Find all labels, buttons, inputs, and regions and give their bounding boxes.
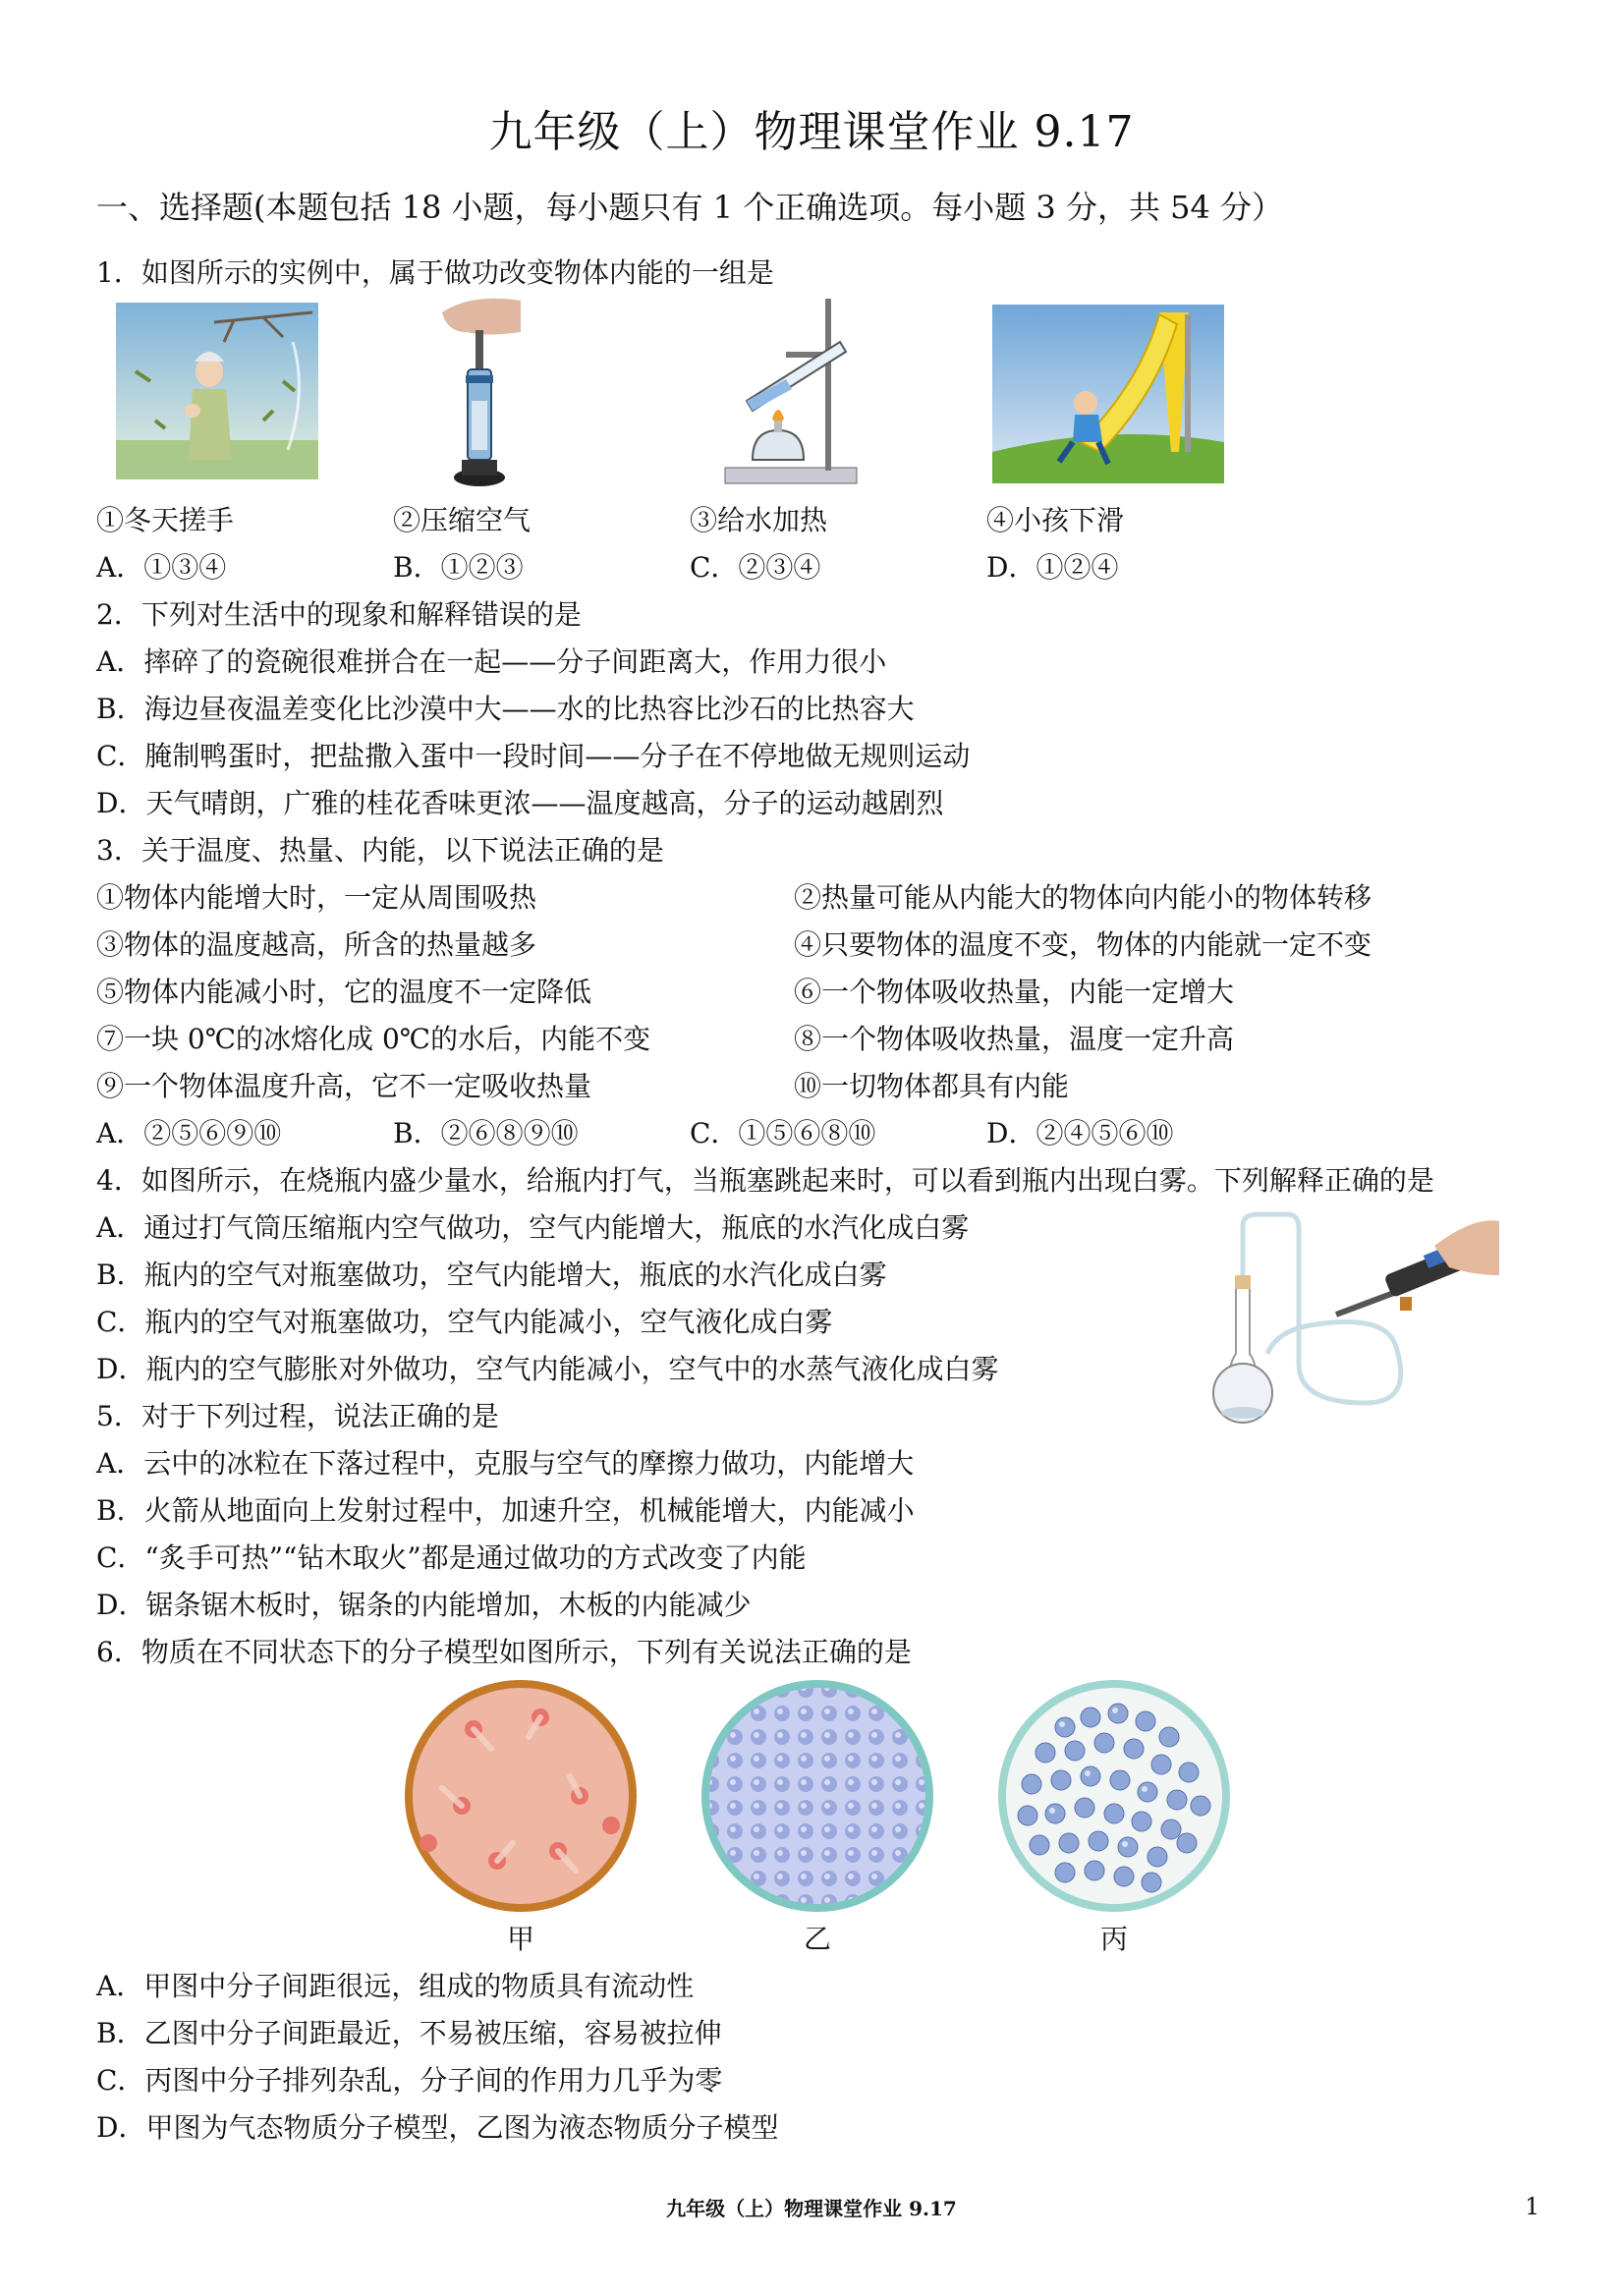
q2-option-d: D．天气晴朗，广雅的桂花香味更浓——温度越高，分子的运动越剧烈 (96, 787, 944, 819)
q1-caption-2: ②压缩空气 (393, 504, 532, 536)
q4-option-c: C．瓶内的空气对瓶塞做功，空气内能减小，空气液化成白雾 (96, 1306, 833, 1338)
q6-caption-yi: 乙 (803, 1923, 831, 1955)
page-title: 九年级（上）物理课堂作业 9.17 (488, 107, 1135, 157)
q1-option-c: C．②③④ (690, 551, 821, 584)
q1-figure-child-sliding (992, 305, 1224, 483)
page-footer: 九年级（上）物理课堂作业 9.17 (666, 2197, 957, 2220)
q5-option-c: C．“炙手可热”“钻木取火”都是通过做功的方式改变了内能 (96, 1541, 807, 1574)
q3-item-9: ⑨一个物体温度升高，它不一定吸收热量 (96, 1070, 592, 1102)
q4-option-d: D．瓶内的空气膨胀对外做功，空气内能减小，空气中的水蒸气液化成白雾 (96, 1353, 999, 1385)
q3-option-a: A．②⑤⑥⑨⑩ (96, 1117, 282, 1149)
q2-option-b: B．海边昼夜温差变化比沙漠中大——水的比热容比沙石的比热容大 (96, 693, 915, 725)
q4-option-a: A．通过打气筒压缩瓶内空气做功，空气内能增大，瓶底的水汽化成白雾 (96, 1211, 970, 1244)
q4-stem: 4．如图所示，在烧瓶内盛少量水，给瓶内打气，当瓶塞跳起来时，可以看到瓶内出现白雾。下列解释正确的是 (96, 1164, 1434, 1197)
q3-item-6: ⑥一个物体吸收热量，内能一定增大 (794, 976, 1235, 1008)
q6-option-b: B．乙图中分子间距最近，不易被压缩，容易被拉伸 (96, 2017, 722, 2049)
q4-option-b: B．瓶内的空气对瓶塞做功，空气内能增大，瓶底的水汽化成白雾 (96, 1259, 887, 1291)
q3-item-2: ②热量可能从内能大的物体向内能小的物体转移 (794, 881, 1372, 914)
q5-option-a: A．云中的冰粒在下落过程中，克服与空气的摩擦力做功，内能增大 (96, 1447, 915, 1480)
q1-caption-4: ④小孩下滑 (986, 504, 1125, 536)
q6-caption-bing: 丙 (1099, 1923, 1128, 1955)
q1-figure-compress-air (432, 293, 531, 489)
q1-figure-heating-water (717, 293, 865, 489)
q1-caption-1: ①冬天搓手 (96, 504, 235, 536)
q2-option-c: C．腌制鸭蛋时，把盐撒入蛋中一段时间——分子在不停地做无规则运动 (96, 740, 971, 772)
q3-item-10: ⑩一切物体都具有内能 (794, 1070, 1070, 1102)
q2-stem: 2．下列对生活中的现象和解释错误的是 (96, 598, 582, 631)
q1-option-a: A．①③④ (96, 551, 227, 584)
q4-figure-flask-pump (1189, 1206, 1499, 1438)
q1-option-b: B．①②③ (393, 551, 524, 584)
q6-figure-liquid-model (996, 1678, 1232, 1914)
q5-stem: 5．对于下列过程，说法正确的是 (96, 1400, 499, 1432)
q1-caption-3: ③给水加热 (690, 504, 828, 536)
q6-caption-jia: 甲 (506, 1923, 534, 1955)
q6-option-c: C．丙图中分子排列杂乱，分子间的作用力几乎为零 (96, 2064, 723, 2097)
q3-option-d: D．②④⑤⑥⑩ (986, 1117, 1174, 1149)
q5-option-b: B．火箭从地面向上发射过程中，加速升空，机械能增大，内能减小 (96, 1494, 915, 1527)
q6-figure-gas-model (403, 1678, 639, 1914)
q6-figure-solid-model (700, 1678, 935, 1914)
q3-stem: 3．关于温度、热量、内能，以下说法正确的是 (96, 834, 664, 867)
q3-option-b: B．②⑥⑧⑨⑩ (393, 1117, 579, 1149)
q3-item-7: ⑦一块 0℃的冰熔化成 0℃的水后，内能不变 (96, 1023, 651, 1055)
q3-item-4: ④只要物体的温度不变，物体的内能就一定不变 (794, 928, 1372, 961)
q3-item-8: ⑧一个物体吸收热量，温度一定升高 (794, 1023, 1235, 1055)
q6-stem: 6．物质在不同状态下的分子模型如图所示，下列有关说法正确的是 (96, 1636, 912, 1668)
q1-option-d: D．①②④ (986, 551, 1119, 584)
q5-option-d: D．锯条锯木板时，锯条的内能增加，木板的内能减少 (96, 1589, 752, 1621)
q6-option-d: D．甲图为气态物质分子模型，乙图为液态物质分子模型 (96, 2111, 779, 2144)
section-heading: 一、选择题(本题包括 18 小题，每小题只有 1 个正确选项。每小题 3 分，共 54 分） (96, 189, 1284, 226)
q2-option-a: A．摔碎了的瓷碗很难拼合在一起——分子间距离大，作用力很小 (96, 645, 887, 678)
q3-item-5: ⑤物体内能减小时，它的温度不一定降低 (96, 976, 592, 1008)
q3-item-1: ①物体内能增大时，一定从周围吸热 (96, 881, 537, 914)
q6-option-a: A．甲图中分子间距很远，组成的物质具有流动性 (96, 1970, 695, 2002)
q1-figure-rubbing-hands (116, 303, 318, 479)
page-number: 1 (1525, 2193, 1540, 2220)
q1-stem: 1．如图所示的实例中，属于做功改变物体内能的一组是 (96, 256, 774, 289)
q3-option-c: C．①⑤⑥⑧⑩ (690, 1117, 876, 1149)
q3-item-3: ③物体的温度越高，所含的热量越多 (96, 928, 537, 961)
